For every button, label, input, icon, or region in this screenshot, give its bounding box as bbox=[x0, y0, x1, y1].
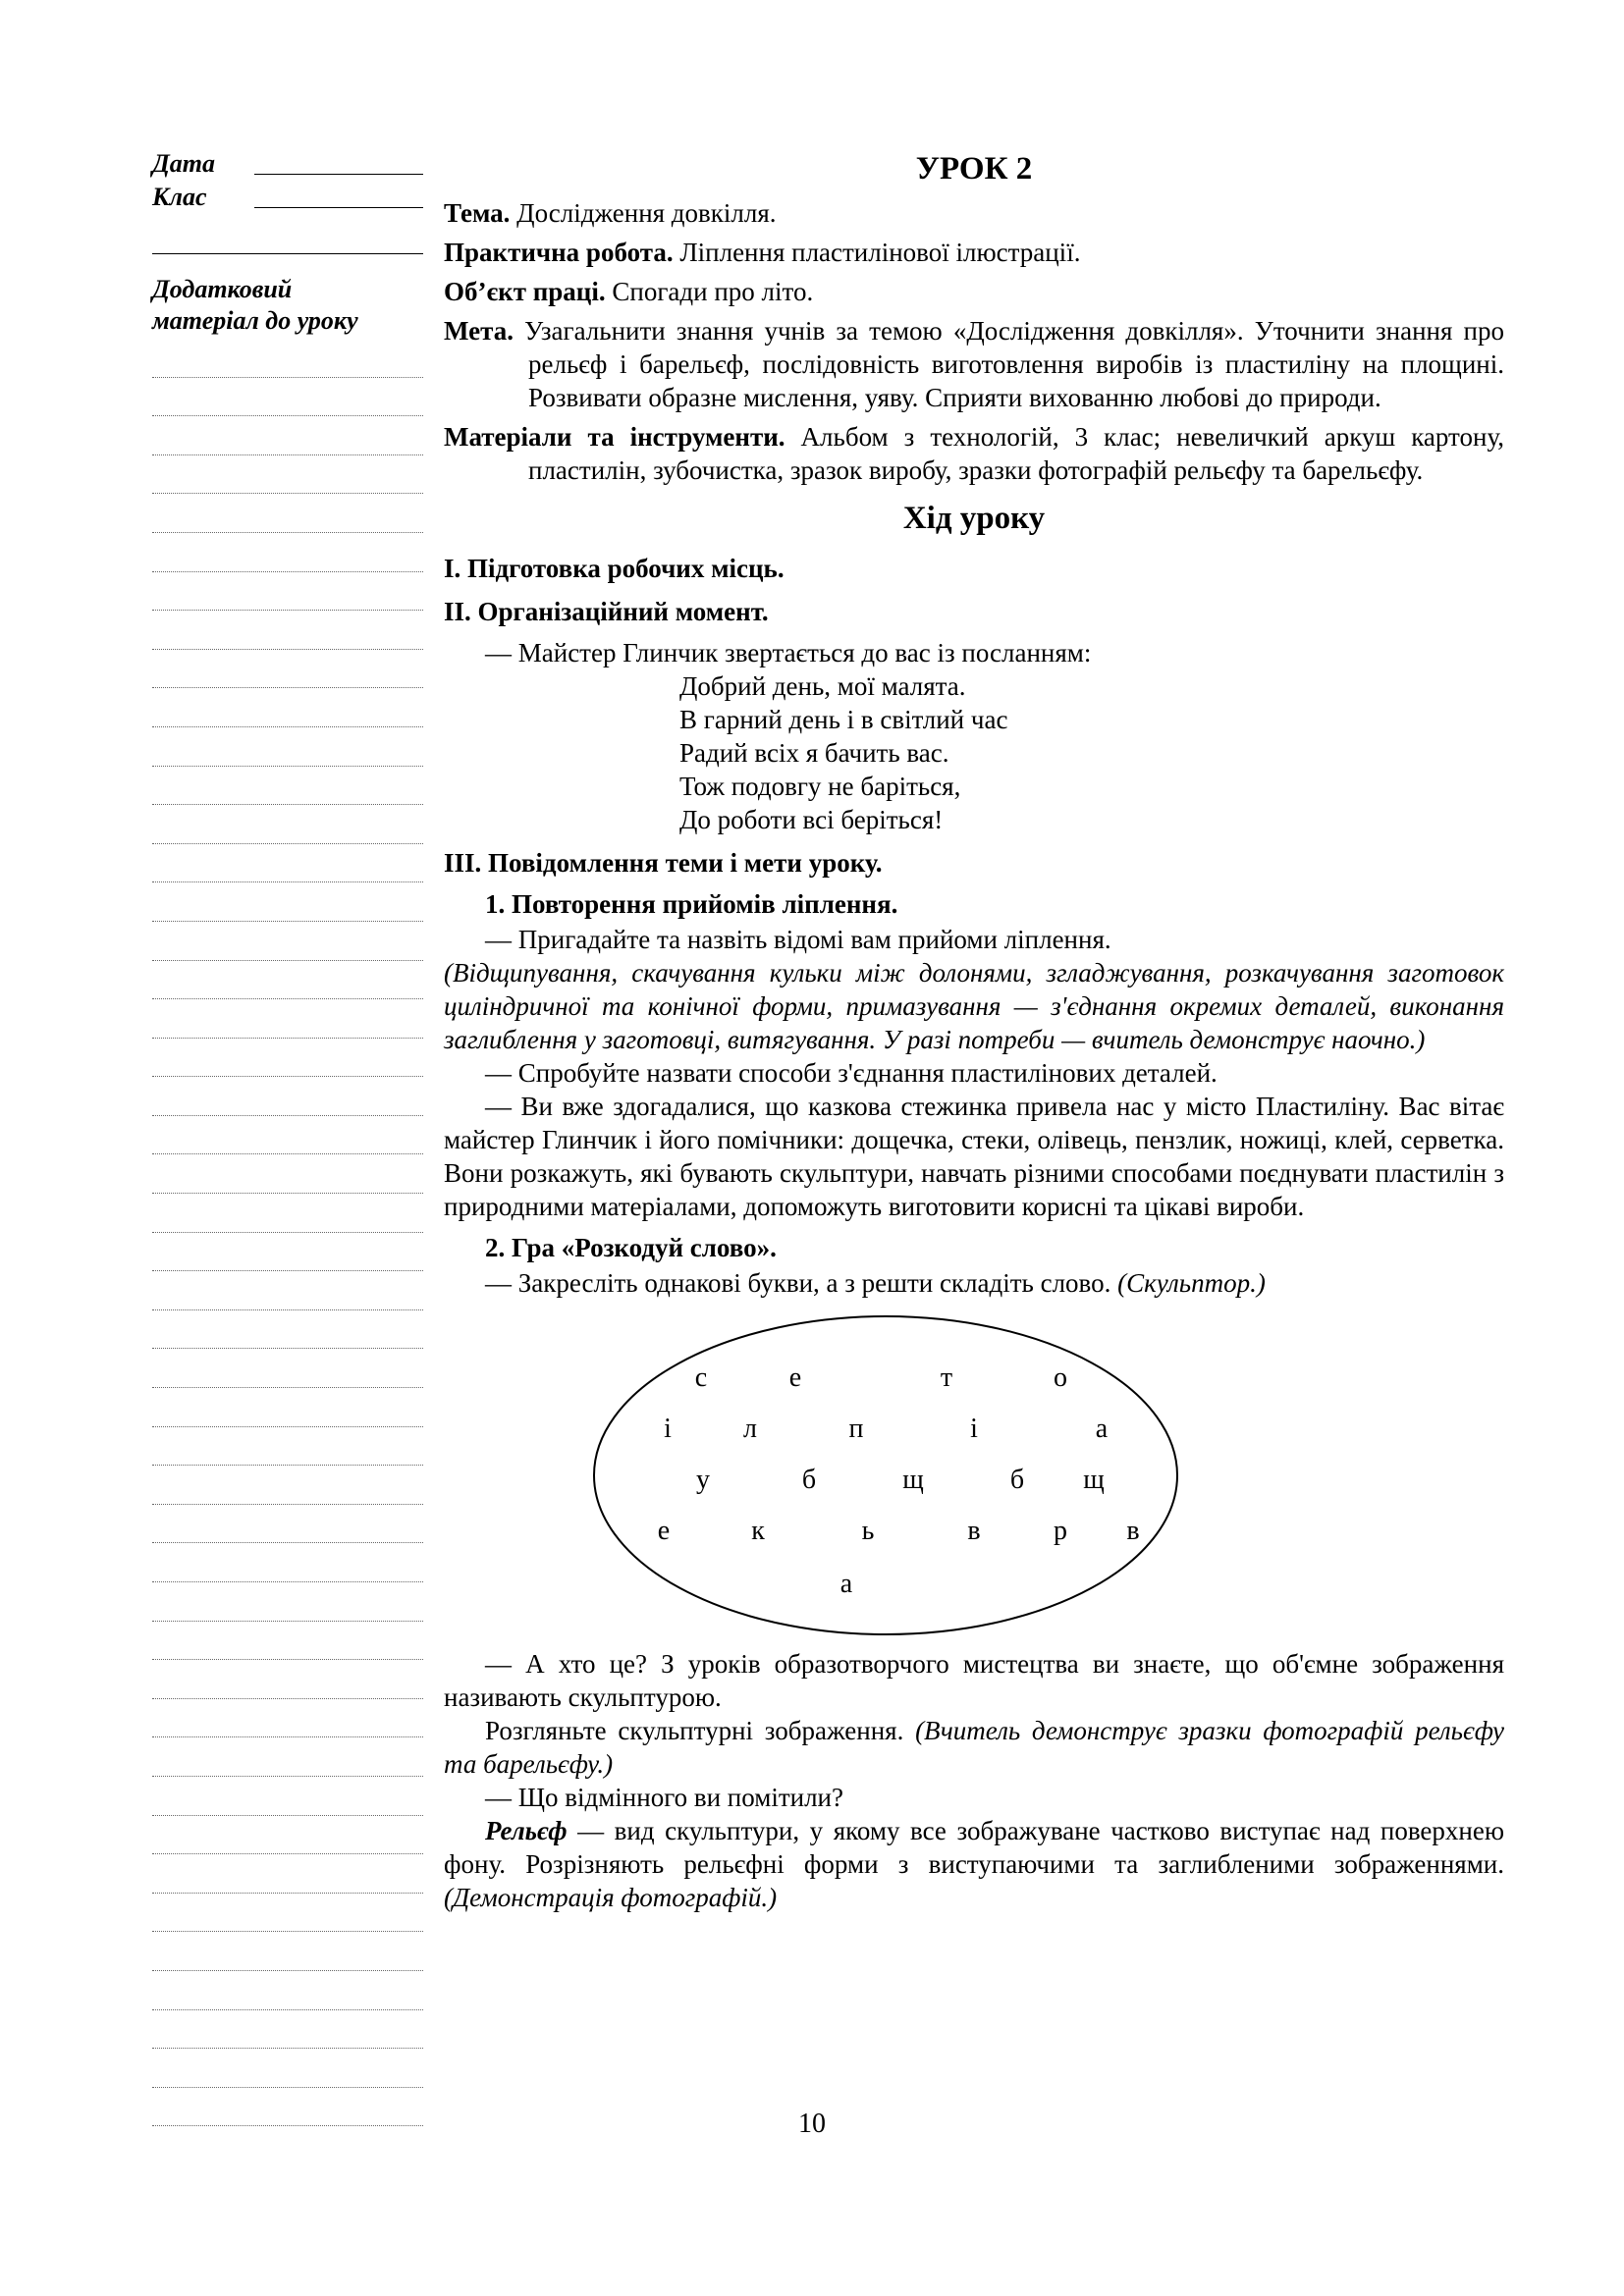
note-line[interactable] bbox=[152, 767, 423, 806]
section-2-intro: — Майстер Глинчик звертається до вас із посланням: bbox=[485, 638, 1092, 667]
poem-line: Добрий день, мої малята. bbox=[679, 671, 966, 701]
puzzle-letter[interactable]: щ bbox=[1083, 1465, 1105, 1495]
field-text: Спогади про літо. bbox=[605, 277, 814, 306]
task-answer: (Скульптор.) bbox=[1117, 1268, 1266, 1298]
class-label: Клас bbox=[152, 183, 207, 211]
note-line[interactable] bbox=[152, 1660, 423, 1699]
field-text: Узагальнити знання учнів за темою «Дослідження довкілля». Уточнити знання про рельєф і барельєф, послідовність виготовлення виробів із пластиліну на площині. Розвивати образне мислення, уяву. Сприяти вихованню любові до природи. bbox=[513, 316, 1504, 412]
field-label: Тема. bbox=[444, 198, 511, 228]
extra-material-block bbox=[152, 274, 423, 337]
field-text: Дослідження довкілля. bbox=[510, 198, 777, 228]
puzzle-letter[interactable]: а bbox=[1095, 1414, 1109, 1444]
puzzle-letter[interactable]: с bbox=[694, 1362, 708, 1393]
note-line[interactable] bbox=[152, 727, 423, 767]
note-line[interactable] bbox=[152, 1388, 423, 1427]
class-field[interactable] bbox=[254, 207, 423, 208]
letter-puzzle-oval bbox=[444, 1313, 1504, 1637]
section-3-heading: III. Повідомлення теми і мети уроку. bbox=[444, 848, 883, 878]
field-object bbox=[444, 275, 1504, 308]
date-row bbox=[152, 147, 423, 181]
lesson-title: УРОК 2 bbox=[915, 151, 1033, 187]
note-line[interactable] bbox=[152, 882, 423, 922]
blank-line-field[interactable] bbox=[152, 214, 423, 254]
paragraph-italic-answer: (Відщипування, скачування кульки між долонями, згладжування, розкачування заготовок циліндричної та конічної форми, примазування — з'єднання окремих деталей, виконання заглиблення у заготовці, витягування. У разі потреби — вчитель демонструє наочно.) bbox=[444, 958, 1504, 1054]
extra-material-label-1: Додатковий bbox=[152, 275, 293, 303]
note-line[interactable] bbox=[152, 1543, 423, 1582]
margin-column bbox=[152, 147, 423, 2126]
poem-line: В гарний день і в світлий час bbox=[679, 705, 1008, 734]
field-text: Ліплення пластилінової ілюстрації. bbox=[673, 238, 1081, 267]
puzzle-letter[interactable]: і bbox=[970, 1414, 978, 1444]
subsection-1-heading: 1. Повторення прийомів ліплення. bbox=[485, 889, 898, 919]
subsection-2-heading: 2. Гра «Розкодуй слово». bbox=[485, 1233, 777, 1262]
note-line[interactable] bbox=[152, 1505, 423, 1544]
definition-note: (Демонстрація фотографій.) bbox=[444, 1883, 778, 1912]
note-line[interactable] bbox=[152, 1971, 423, 2010]
date-label: Дата bbox=[152, 149, 215, 178]
field-text: Альбом з технологій, 3 клас; невеличкий аркуш картону, пластилін, зубочистка, зразок виробу, зразки фотографій рельєфу та барельєфу. bbox=[528, 422, 1504, 485]
puzzle-letter[interactable]: б bbox=[1009, 1465, 1025, 1495]
class-row bbox=[152, 181, 423, 214]
poem bbox=[679, 669, 1504, 836]
note-line[interactable] bbox=[152, 1854, 423, 1894]
note-line[interactable] bbox=[152, 1039, 423, 1078]
note-line[interactable] bbox=[152, 1154, 423, 1194]
field-goal bbox=[444, 314, 1504, 414]
note-line[interactable] bbox=[152, 533, 423, 572]
paragraph-text: Розгляньте скульптурні зображення. bbox=[485, 1716, 916, 1745]
paragraph bbox=[444, 1714, 1504, 1781]
poem-line: До роботи всі беріться! bbox=[679, 805, 944, 834]
course-title: Хід уроку bbox=[902, 501, 1046, 536]
note-line[interactable] bbox=[152, 1816, 423, 1855]
paragraph: — Ви вже здогадалися, що казкова стежинка привела нас у місто Пластиліну. Вас вітає майстер Глинчик і його помічники: дощечка, стеки, олівець, пензлик, ножиці, клей, серветка. Вони розкажуть, які бувають скульптури, навчать різними способами поєднувати пластилін з природними матеріалами, допоможуть виготовити корисні та цікаві вироби. bbox=[444, 1092, 1504, 1221]
lesson-content bbox=[444, 147, 1504, 1914]
note-line[interactable] bbox=[152, 2010, 423, 2050]
puzzle-letter[interactable]: п bbox=[848, 1414, 864, 1444]
note-line[interactable] bbox=[152, 1233, 423, 1272]
note-line[interactable] bbox=[152, 611, 423, 650]
field-label: Матеріали та інструменти. bbox=[444, 422, 785, 452]
note-line[interactable] bbox=[152, 1466, 423, 1505]
puzzle-letter[interactable]: т bbox=[940, 1362, 953, 1393]
puzzle-letter[interactable]: у bbox=[696, 1465, 710, 1495]
note-line[interactable] bbox=[152, 1737, 423, 1777]
note-line[interactable] bbox=[152, 1077, 423, 1116]
section-1-heading: I. Підготовка робочих місць. bbox=[444, 554, 785, 583]
puzzle-letter[interactable]: е bbox=[788, 1362, 802, 1393]
field-topic bbox=[444, 196, 1504, 230]
note-line[interactable] bbox=[152, 688, 423, 727]
paragraph: — А хто це? З уроків образотворчого мистецтва ви знаєте, що об'ємне зображення називають скульптурою. bbox=[444, 1649, 1504, 1712]
paragraph: — Що відмінного ви помітили? bbox=[485, 1783, 843, 1812]
field-practical-work bbox=[444, 236, 1504, 269]
paragraph: — Пригадайте та назвіть відомі вам прийоми ліплення. bbox=[485, 925, 1111, 954]
note-line[interactable] bbox=[152, 1699, 423, 1738]
note-line[interactable] bbox=[152, 1582, 423, 1622]
extra-material-label-2: матеріал до уроку bbox=[152, 306, 358, 335]
puzzle-letter[interactable]: р bbox=[1054, 1516, 1067, 1546]
poem-line: Радий всіх я бачить вас. bbox=[679, 738, 949, 768]
note-line[interactable] bbox=[152, 1310, 423, 1350]
note-line[interactable] bbox=[152, 2049, 423, 2088]
section-2-heading: II. Організаційний момент. bbox=[444, 597, 769, 626]
note-line[interactable] bbox=[152, 1194, 423, 1233]
note-line[interactable] bbox=[152, 922, 423, 961]
note-line[interactable] bbox=[152, 1894, 423, 1933]
note-line[interactable] bbox=[152, 339, 423, 378]
puzzle-letter[interactable]: ь bbox=[861, 1516, 875, 1546]
note-line[interactable] bbox=[152, 650, 423, 689]
note-line[interactable] bbox=[152, 1271, 423, 1310]
paragraph-task bbox=[444, 1266, 1504, 1300]
date-field[interactable] bbox=[254, 174, 423, 175]
page-number: 10 bbox=[798, 2109, 826, 2139]
field-label: Об’єкт праці. bbox=[444, 277, 606, 306]
paragraph: — Спробуйте назвати способи з'єднання пластилінових деталей. bbox=[485, 1058, 1218, 1088]
puzzle-letter[interactable]: в bbox=[1126, 1516, 1140, 1546]
puzzle-letter[interactable]: л bbox=[743, 1414, 757, 1444]
puzzle-letter[interactable]: в bbox=[967, 1516, 981, 1546]
field-label: Практична робота. bbox=[444, 238, 674, 267]
note-line[interactable] bbox=[152, 844, 423, 883]
puzzle-letter[interactable]: к bbox=[751, 1516, 765, 1546]
puzzle-letter[interactable]: б bbox=[801, 1465, 817, 1495]
paragraph-italic-note: (Вчитель демонструє зразки фотографій рельєфу та барельєфу.) bbox=[444, 1716, 1504, 1779]
note-line[interactable] bbox=[152, 805, 423, 844]
poem-line: Тож подовгу не баріться, bbox=[679, 772, 961, 801]
field-materials bbox=[444, 420, 1504, 487]
notes-lines[interactable] bbox=[152, 339, 423, 2126]
paragraph-definition bbox=[444, 1814, 1504, 1914]
definition-text: — вид скульптури, у якому все зображуване частково виступає над поверхнею фону. Розрізняють рельєфні форми з виступаючими та заглибленими зображеннями. bbox=[444, 1816, 1504, 1879]
task-text: — Закресліть однакові букви, а з решти складіть слово. bbox=[485, 1268, 1118, 1298]
note-line[interactable] bbox=[152, 1932, 423, 1971]
note-line[interactable] bbox=[152, 494, 423, 533]
puzzle-letter[interactable]: і bbox=[664, 1414, 672, 1444]
note-line[interactable] bbox=[152, 999, 423, 1039]
puzzle-letter[interactable]: о bbox=[1054, 1362, 1067, 1393]
puzzle-letter[interactable]: щ bbox=[902, 1465, 924, 1495]
note-line[interactable] bbox=[152, 572, 423, 612]
field-label: Мета. bbox=[444, 316, 514, 346]
note-line[interactable] bbox=[152, 1777, 423, 1816]
definition-term: Рельєф bbox=[485, 1816, 568, 1845]
note-line[interactable] bbox=[152, 1116, 423, 1155]
note-line[interactable] bbox=[152, 1622, 423, 1661]
puzzle-letter[interactable]: а bbox=[839, 1569, 853, 1599]
note-line[interactable] bbox=[152, 961, 423, 1000]
note-line[interactable] bbox=[152, 416, 423, 455]
note-line[interactable] bbox=[152, 1349, 423, 1388]
note-line[interactable] bbox=[152, 455, 423, 495]
note-line[interactable] bbox=[152, 378, 423, 417]
note-line[interactable] bbox=[152, 1427, 423, 1467]
puzzle-letter[interactable]: е bbox=[657, 1516, 671, 1546]
